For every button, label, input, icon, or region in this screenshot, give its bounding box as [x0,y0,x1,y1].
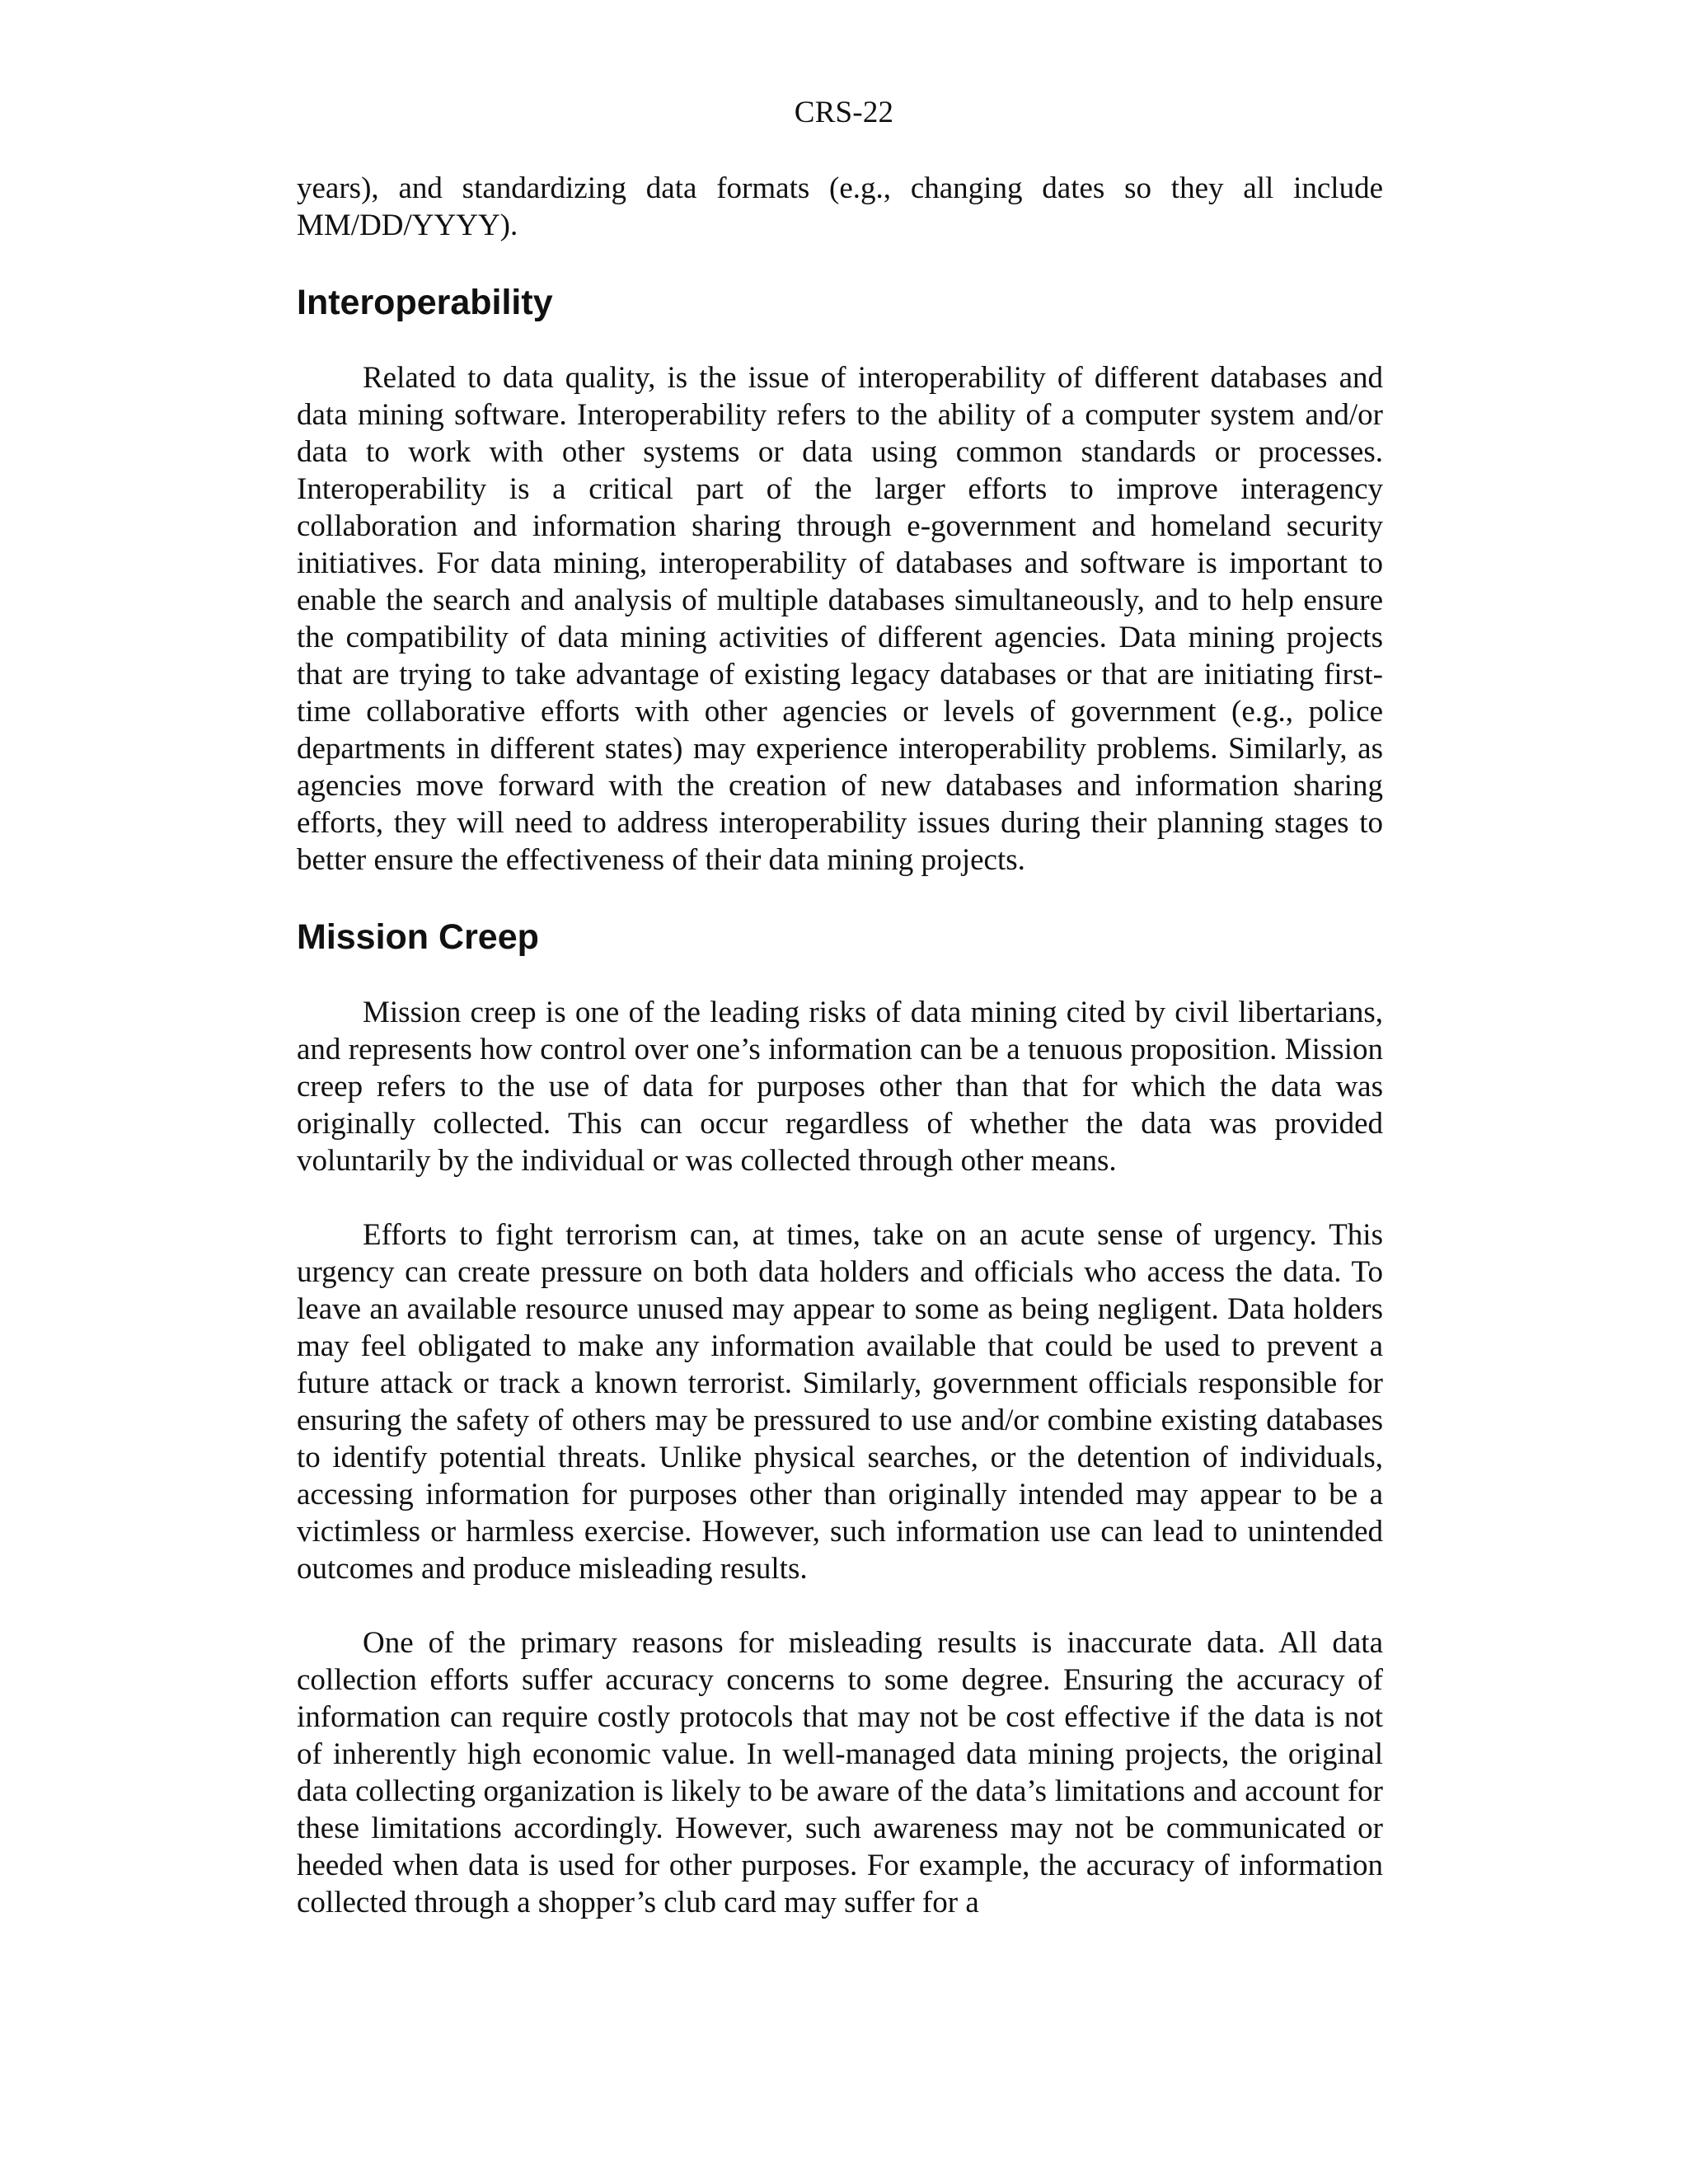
mission-creep-paragraph-2: Efforts to fight terrorism can, at times, take on an acute sense of urgency. This urgency can create pressure on both data holders and officials who access the data. To leave an available resource unused may appear to some as being negligent. Data holders may feel obligated to make any information available that could be used to prevent a future attack or track a known terrorist. Similarly, government officials responsible for ensuring the safety of others may be pressured to use and/or combine existing databases to identify potential threats. Unlike physical searches, or the detention of individuals, accessing information for purposes other than originally intended may appear to be a victimless or harmless exercise. However, such information use can lead to unintended outcomes and produce misleading results. [297,1218,1383,1586]
continuation-paragraph: years), and standardizing data formats (e.g., changing dates so they all include MM/DD/YYYY). [297,171,1383,242]
page-number-header: CRS-22 [794,96,894,129]
section-heading-interoperability: Interoperability [297,283,553,322]
document-body [297,170,1383,1921]
section-heading-mission-creep: Mission Creep [297,917,539,957]
mission-creep-paragraph-1: Mission creep is one of the leading risks of data mining cited by civil libertarians, and represents how control over one’s information can be a tenuous proposition. Mission creep refers to the use of data for purposes other than that for which the data was originally collected. This can occur regardless of whether the data was provided voluntarily by the individual or was collected through other means. [297,996,1383,1178]
interoperability-paragraph: Related to data quality, is the issue of interoperability of different databases and data mining software. Interoperability refers to the ability of a computer system and/or data to work with other systems or data using common standards or processes. Interoperability is a critical part of the larger efforts to improve interagency collaboration and information sharing through e-government and homeland security initiatives. For data mining, interoperability of databases and software is important to enable the search and analysis of multiple databases simultaneously, and to help ensure the compatibility of data mining activities of different agencies. Data mining projects that are trying to take advantage of existing legacy databases or that are initiating first-time collaborative efforts with other agencies or levels of government (e.g., police departments in different states) may experience interoperability problems. Similarly, as agencies move forward with the creation of new databases and information sharing efforts, they will need to address interoperability issues during their planning stages to better ensure the effectiveness of their data mining projects. [297,361,1383,877]
mission-creep-paragraph-3: One of the primary reasons for misleading results is inaccurate data. All data collection efforts suffer accuracy concerns to some degree. Ensuring the accuracy of information can require costly protocols that may not be cost effective if the data is not of inherently high economic value. In well-managed data mining projects, the original data collecting organization is likely to be aware of the data’s limitations and account for these limitations accordingly. However, such awareness may not be communicated or heeded when data is used for other purposes. For example, the accuracy of information collected through a shopper’s club card may suffer for a [297,1626,1383,1919]
